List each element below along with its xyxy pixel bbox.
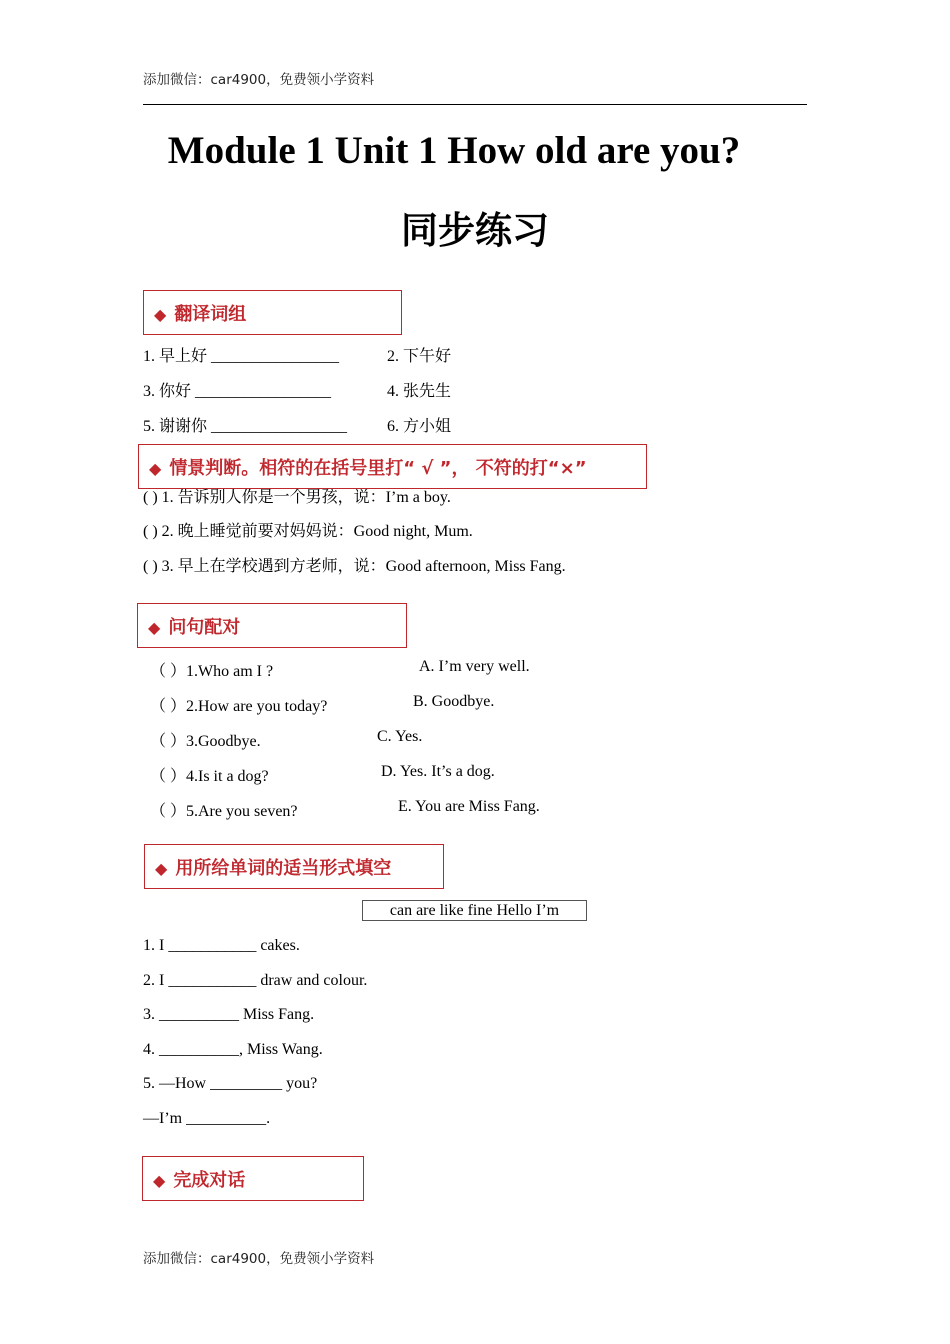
list-item: B. Goodbye.: [413, 693, 495, 710]
section-heading-match: [137, 603, 407, 648]
list-item: （ ）4.Is it a dog?: [150, 768, 269, 785]
section-heading-label: 问句配对: [168, 616, 241, 638]
diamond-icon: ◆: [154, 304, 167, 324]
page-header: 添加微信：car4900，免费领小学资料: [143, 72, 375, 88]
section-heading-judge: [138, 444, 647, 489]
list-item: 6. 方小姐: [387, 418, 452, 435]
page-subtitle: 同步练习: [401, 209, 549, 252]
list-item: 5. —How _________ you?: [143, 1075, 318, 1092]
list-item: （ ）3.Goodbye.: [150, 733, 261, 750]
page-title: Module 1 Unit 1 How old are you?: [167, 129, 741, 172]
list-item: （ ）2.How are you today?: [150, 698, 328, 715]
diamond-icon: ◆: [153, 1170, 166, 1190]
list-item: 2. I ___________ draw and colour.: [143, 972, 368, 989]
list-item: （ ）1.Who am I ?: [150, 663, 274, 680]
section-heading-fill: [144, 844, 444, 889]
list-item: 5. 谢谢你 _________________: [143, 418, 348, 435]
section-heading-translate: [143, 290, 402, 335]
diamond-icon: ◆: [155, 858, 168, 878]
section-heading-label: 情景判断。相符的在括号里打“ √ ”， 不符的打“×”: [169, 457, 587, 479]
header-divider: [143, 104, 807, 105]
list-item: 4. 张先生: [387, 383, 452, 400]
list-item: ( ) 1. 告诉别人你是一个男孩，说：I’m a boy.: [143, 489, 451, 506]
list-item: E. You are Miss Fang.: [398, 798, 540, 815]
word-bank: can are like fine Hello I’m: [362, 900, 587, 921]
section-heading-dialogue: [142, 1156, 364, 1201]
list-item: 2. 下午好: [387, 348, 452, 365]
list-item: ( ) 3. 早上在学校遇到方老师，说：Good afternoon, Miss Fang.: [143, 558, 566, 575]
list-item: 3. 你好 _________________: [143, 383, 332, 400]
diamond-icon: ◆: [148, 617, 161, 637]
section-heading-label: 完成对话: [173, 1169, 246, 1191]
list-item: —I’m __________.: [143, 1110, 271, 1127]
list-item: A. I’m very well.: [419, 658, 530, 675]
page-footer: 添加微信：car4900，免费领小学资料: [143, 1251, 375, 1267]
section-heading-label: 翻译词组: [174, 303, 247, 325]
list-item: 1. 早上好 ________________: [143, 348, 340, 365]
list-item: 4. __________, Miss Wang.: [143, 1041, 323, 1058]
list-item: 1. I ___________ cakes.: [143, 937, 300, 954]
list-item: C. Yes.: [377, 728, 423, 745]
list-item: ( ) 2. 晚上睡觉前要对妈妈说：Good night, Mum.: [143, 523, 473, 540]
diamond-icon: ◆: [149, 458, 162, 478]
list-item: （ ）5.Are you seven?: [150, 803, 298, 820]
section-heading-label: 用所给单词的适当形式填空: [175, 857, 392, 879]
list-item: 3. __________ Miss Fang.: [143, 1006, 315, 1023]
list-item: D. Yes. It’s a dog.: [381, 763, 495, 780]
